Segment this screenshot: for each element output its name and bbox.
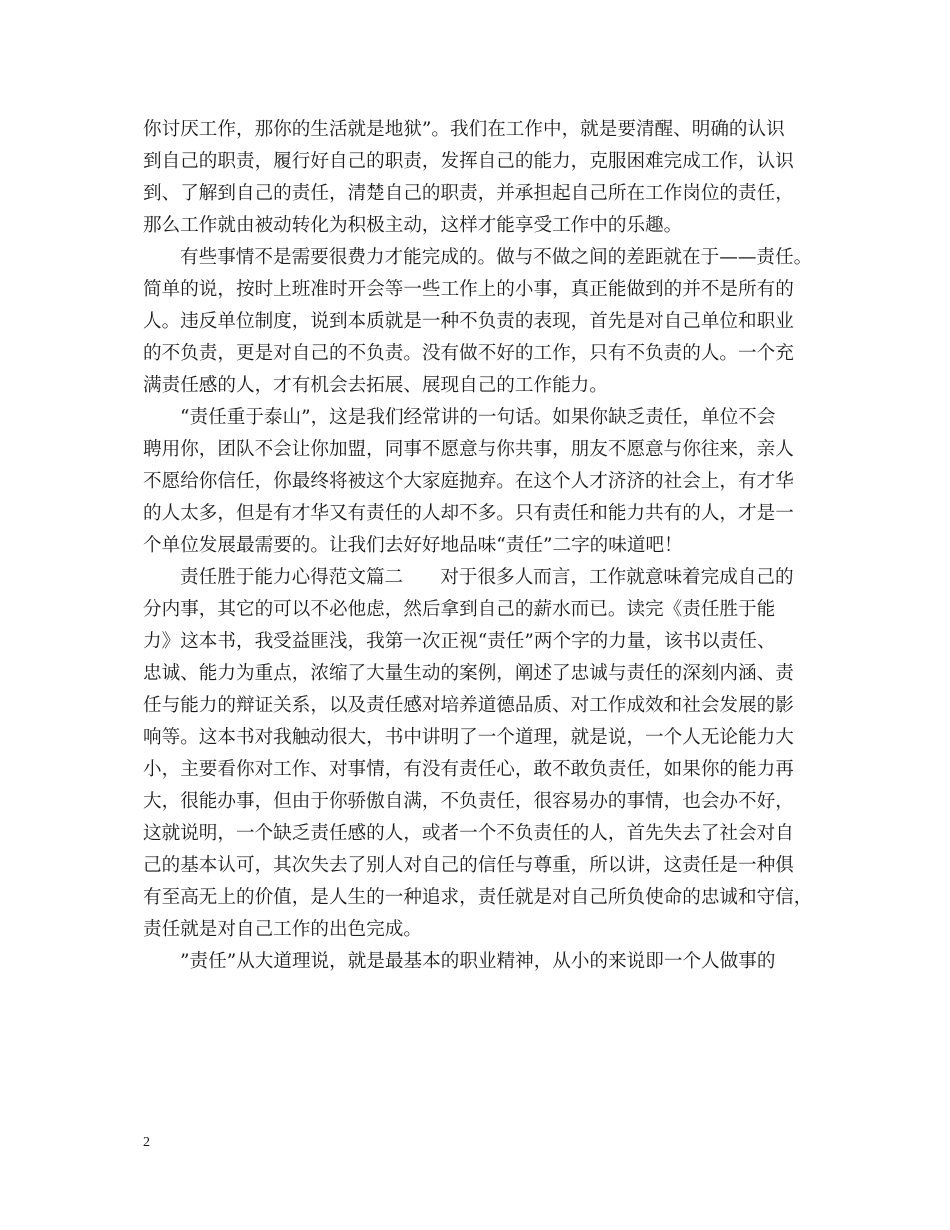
text-line: 不愿给你信任，你最终将被这个大家庭抛弃。在这个人才济济的社会上，有才华 — [143, 471, 794, 492]
text-line: 那么工作就由被动转化为积极主动，这样才能享受工作中的乐趣。 — [143, 215, 683, 236]
text-line: 的人太多，但是有才华又有责任的人却不多。只有责任和能力共有的人，才是一 — [143, 503, 794, 524]
text-line: 大，很能办事，但由于你骄傲自满，不负责任，很容易办的事情，也会办不好， — [143, 791, 794, 812]
text-line: 这就说明，一个缺乏责任感的人，或者一个不负责任的人，首先失去了社会对自 — [143, 823, 794, 844]
text-line: 响等。这本书对我触动很大，书中讲明了一个道理，就是说，一个人无论能力大 — [143, 727, 794, 748]
text-line: 简单的说，按时上班准时开会等一些工作上的小事，真正能做到的并不是所有的 — [143, 279, 794, 300]
text-line: 忠诚、能力为重点，浓缩了大量生动的案例，阐述了忠诚与责任的深刻内涵、责 — [143, 663, 794, 684]
body-text — [143, 114, 815, 978]
text-line: 个单位发展最需要的。让我们去好好地品味“责任”二字的味道吧！ — [143, 535, 683, 556]
paragraph-start-line: “责任重于泰山”，这是我们经常讲的一句话。如果你缺乏责任，单位不会 — [180, 407, 776, 428]
text-line: 你讨厌工作，那你的生活就是地狱”。我们在工作中，就是要清醒、明确的认识 — [143, 119, 785, 140]
text-line: 的不负责，更是对自己的不负责。没有做不好的工作，只有不负责的人。一个充 — [143, 343, 794, 364]
paragraph-start-line: ”责任”从大道理说，就是最基本的职业精神，从小的来说即一个人做事的 — [180, 951, 776, 972]
text-line: 任与能力的辩证关系，以及责任感对培养道德品质、对工作成效和社会发展的影 — [143, 695, 794, 716]
paragraph-start-line: 有些事情不是需要很费力才能完成的。做与不做之间的差距就在于——责任。 — [180, 247, 813, 268]
text-line: 力》这本书，我受益匪浅，我第一次正视“责任”两个字的力量，该书以责任、 — [143, 631, 776, 652]
text-line: 聘用你，团队不会让你加盟，同事不愿意与你共事，朋友不愿意与你往来，亲人 — [143, 439, 794, 460]
text-line: 人。违反单位制度，说到本质就是一种不负责的表现，首先是对自己单位和职业 — [143, 311, 794, 332]
text-line: 责任就是对自己工作的出色完成。 — [143, 919, 422, 940]
paragraph-start-line: 责任胜于能力心得范文篇二 对于很多人而言，工作就意味着完成自己的 — [180, 567, 794, 588]
text-line: 满责任感的人，才有机会去拓展、展现自己的工作能力。 — [143, 375, 608, 396]
page-number: 2 — [143, 1135, 150, 1150]
text-line: 小，主要看你对工作、对事情，有没有责任心，敢不敢负责任，如果你的能力再 — [143, 759, 794, 780]
text-line: 己的基本认可，其次失去了别人对自己的信任与尊重，所以讲，这责任是一种俱 — [143, 855, 794, 876]
text-line: 分内事，其它的可以不必他虑，然后拿到自己的薪水而已。读完《责任胜于能 — [143, 599, 776, 620]
text-line: 有至高无上的价值，是人生的一种追求，责任就是对自己所负使命的忠诚和守信， — [143, 887, 813, 908]
text-line: 到自己的职责，履行好自己的职责，发挥自己的能力，克服困难完成工作，认识 — [143, 151, 794, 172]
text-line: 到、了解到自己的责任，清楚自己的职责，并承担起自己所在工作岗位的责任， — [143, 183, 794, 204]
